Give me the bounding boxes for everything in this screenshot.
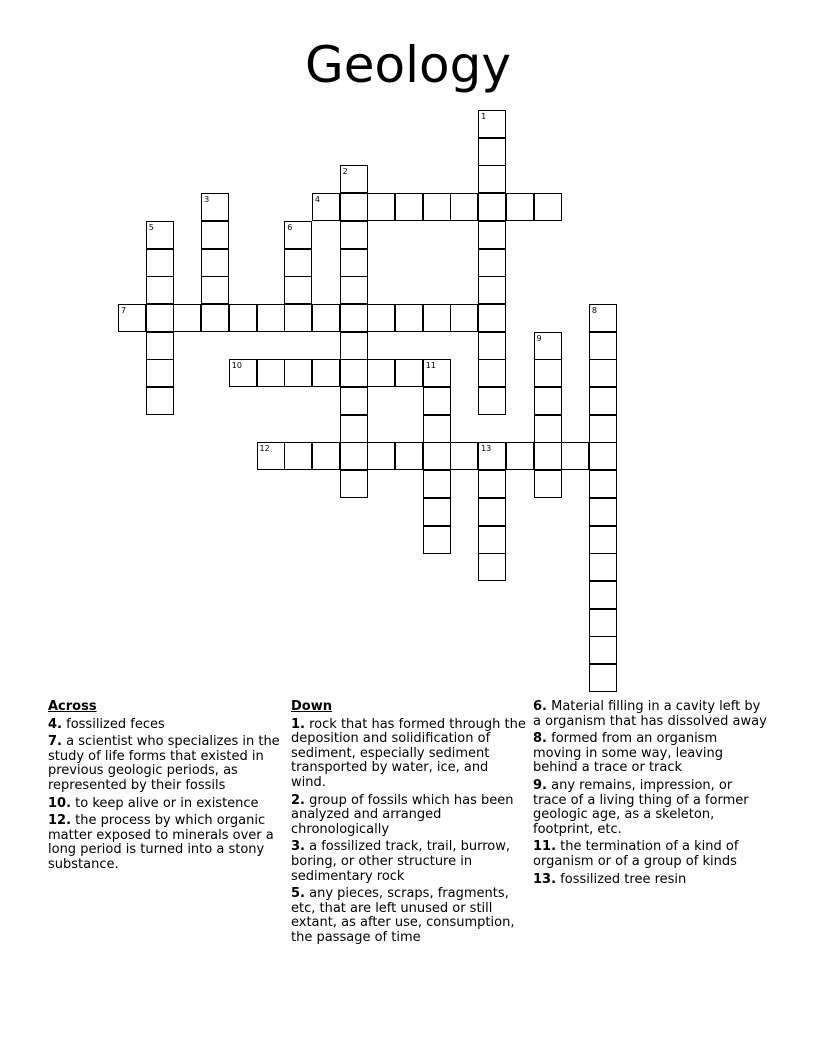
grid-cell[interactable] <box>506 442 534 470</box>
grid-cell[interactable] <box>589 387 617 415</box>
grid-cell[interactable] <box>589 470 617 498</box>
grid-cell[interactable] <box>478 498 506 526</box>
grid-cell[interactable] <box>478 470 506 498</box>
grid-cell[interactable] <box>257 304 285 332</box>
grid-cell[interactable] <box>423 359 451 387</box>
clue-number: 3 <box>204 195 210 205</box>
grid-cell[interactable] <box>340 276 368 304</box>
clue-number: 2 <box>342 167 348 177</box>
grid-cell[interactable] <box>478 193 506 221</box>
down-heading: Down <box>291 699 332 714</box>
puzzle-title: Geology <box>305 36 511 94</box>
grid-cell[interactable] <box>589 498 617 526</box>
grid-cell[interactable] <box>201 249 229 277</box>
grid-cell[interactable] <box>284 304 312 332</box>
grid-cell[interactable] <box>284 442 312 470</box>
clue-number: 4 <box>314 195 320 205</box>
grid-cell[interactable] <box>340 470 368 498</box>
grid-cell[interactable] <box>367 304 395 332</box>
grid-cell[interactable] <box>340 304 368 332</box>
grid-cell[interactable] <box>284 249 312 277</box>
grid-cell[interactable] <box>146 332 174 360</box>
grid-cell[interactable] <box>340 332 368 360</box>
clue-number: 6 <box>287 222 293 232</box>
grid-cell[interactable] <box>423 193 451 221</box>
grid-cell[interactable] <box>201 193 229 221</box>
grid-cell[interactable] <box>229 304 257 332</box>
clue-down-9: 9. any remains, impression, or trace of a living thing of a former geologic age, as a skeleton, footprint, etc. <box>533 777 749 837</box>
grid-cell[interactable] <box>340 359 368 387</box>
grid-cell[interactable] <box>146 359 174 387</box>
grid-cell[interactable] <box>312 193 340 221</box>
down-clues-1 <box>291 700 527 949</box>
clue-down-13: 13. fossilized tree resin <box>533 871 687 887</box>
grid-cell[interactable] <box>478 276 506 304</box>
clue-down-8: 8. formed from an organism moving in some way, leaving behind a trace or track <box>533 731 723 776</box>
grid-cell[interactable] <box>478 165 506 193</box>
clue-number: 9 <box>536 333 542 343</box>
grid-cell[interactable] <box>589 442 617 470</box>
grid-cell[interactable] <box>589 581 617 609</box>
grid-cell[interactable] <box>561 442 589 470</box>
grid-cell[interactable] <box>589 636 617 664</box>
grid-cell[interactable] <box>257 442 285 470</box>
grid-cell[interactable] <box>478 332 506 360</box>
grid-cell[interactable] <box>478 526 506 554</box>
clue-down-5: 5. any pieces, scraps, fragments, etc, that are left unused or still extant, as after use, consumption, the passage of time <box>291 886 515 945</box>
clue-across-10: 10. to keep alive or in existence <box>48 795 259 811</box>
grid-cell[interactable] <box>367 193 395 221</box>
grid-cell[interactable] <box>257 359 285 387</box>
grid-cell[interactable] <box>589 526 617 554</box>
grid-cell[interactable] <box>340 221 368 249</box>
grid-cell[interactable] <box>201 304 229 332</box>
clue-number: 13 <box>481 444 492 454</box>
clue-across-4: 4. fossilized feces <box>48 716 165 732</box>
grid-cell[interactable] <box>340 387 368 415</box>
grid-cell[interactable] <box>423 387 451 415</box>
grid-cell[interactable] <box>589 664 617 692</box>
clue-number: 5 <box>148 222 154 232</box>
clue-number: 8 <box>591 305 597 315</box>
grid-cell[interactable] <box>589 304 617 332</box>
grid-cell[interactable] <box>340 193 368 221</box>
clue-down-3: 3. a fossilized track, trail, burrow, boring, or other structure in sedimentary rock <box>291 839 510 884</box>
grid-cell[interactable] <box>340 415 368 443</box>
clue-down-11: 11. the termination of a kind of organism or of a group of kinds <box>533 839 739 869</box>
grid-cell[interactable] <box>312 304 340 332</box>
grid-cell[interactable] <box>284 359 312 387</box>
grid-cell[interactable] <box>173 304 201 332</box>
grid-cell[interactable] <box>367 442 395 470</box>
grid-cell[interactable] <box>589 359 617 387</box>
grid-cell[interactable] <box>478 359 506 387</box>
grid-cell[interactable] <box>146 387 174 415</box>
across-heading: Across <box>48 699 97 714</box>
grid-cell[interactable] <box>340 165 368 193</box>
grid-cell[interactable] <box>534 193 562 221</box>
grid-cell[interactable] <box>423 470 451 498</box>
grid-cell[interactable] <box>229 359 257 387</box>
grid-cell[interactable] <box>395 304 423 332</box>
grid-cell[interactable] <box>478 249 506 277</box>
grid-cell[interactable] <box>506 193 534 221</box>
grid-cell[interactable] <box>478 387 506 415</box>
grid-cell[interactable] <box>146 249 174 277</box>
grid-cell[interactable] <box>312 442 340 470</box>
grid-cell[interactable] <box>478 442 506 470</box>
grid-cell[interactable] <box>146 221 174 249</box>
grid-cell[interactable] <box>118 304 146 332</box>
grid-cell[interactable] <box>423 498 451 526</box>
grid-cell[interactable] <box>423 415 451 443</box>
grid-cell[interactable] <box>534 415 562 443</box>
clue-number: 7 <box>121 305 127 315</box>
grid-cell[interactable] <box>589 553 617 581</box>
clue-number: 1 <box>481 112 487 121</box>
grid-cell[interactable] <box>589 415 617 443</box>
grid-cell[interactable] <box>423 304 451 332</box>
grid-cell[interactable] <box>589 609 617 637</box>
clue-across-7: 7. a scientist who specializes in the study of life forms that existed in previous geologic periods, as represented by their fossils <box>48 734 280 793</box>
grid-cell[interactable] <box>478 553 506 581</box>
grid-cell[interactable] <box>284 221 312 249</box>
grid-cell[interactable] <box>312 359 340 387</box>
grid-cell[interactable] <box>478 304 506 332</box>
grid-cell[interactable] <box>340 442 368 470</box>
across-clues <box>48 700 284 876</box>
clue-number: 12 <box>259 444 270 454</box>
grid-cell[interactable] <box>367 359 395 387</box>
grid-cell[interactable] <box>478 221 506 249</box>
grid-cell[interactable] <box>201 221 229 249</box>
grid-cell[interactable] <box>589 332 617 360</box>
grid-cell[interactable] <box>534 442 562 470</box>
down-clues-2 <box>533 700 769 890</box>
grid-cell[interactable] <box>423 442 451 470</box>
grid-cell[interactable] <box>534 387 562 415</box>
clue-down-2: 2. group of fossils which has been analyzed and arranged chronologically <box>291 792 514 837</box>
grid-cell[interactable] <box>395 193 423 221</box>
grid-cell[interactable] <box>450 442 478 470</box>
grid-cell[interactable] <box>395 359 423 387</box>
clue-number: 10 <box>231 361 242 371</box>
clue-down-1: 1. rock that has formed through the deposition and solidification of sediment, especially sediment transported by water, ice, and wind. <box>291 716 526 790</box>
grid-cell[interactable] <box>284 276 312 304</box>
grid-cell[interactable] <box>395 442 423 470</box>
grid-cell[interactable] <box>340 249 368 277</box>
grid-cell[interactable] <box>450 193 478 221</box>
grid-cell[interactable] <box>423 526 451 554</box>
grid-cell[interactable] <box>450 304 478 332</box>
clue-down-6: 6. Material filling in a cavity left by a organism that has dissolved away <box>533 699 767 729</box>
grid-cell[interactable] <box>201 276 229 304</box>
clue-across-12: 12. the process by which organic matter exposed to minerals over a long period is turned into a stony substance. <box>48 813 274 872</box>
grid-cell[interactable] <box>478 110 506 138</box>
grid-cell[interactable] <box>478 138 506 166</box>
grid-cell[interactable] <box>146 304 174 332</box>
clue-number: 11 <box>425 361 436 371</box>
grid-cell[interactable] <box>146 276 174 304</box>
grid-cell[interactable] <box>534 359 562 387</box>
grid-cell[interactable] <box>534 470 562 498</box>
grid-cell[interactable] <box>534 332 562 360</box>
